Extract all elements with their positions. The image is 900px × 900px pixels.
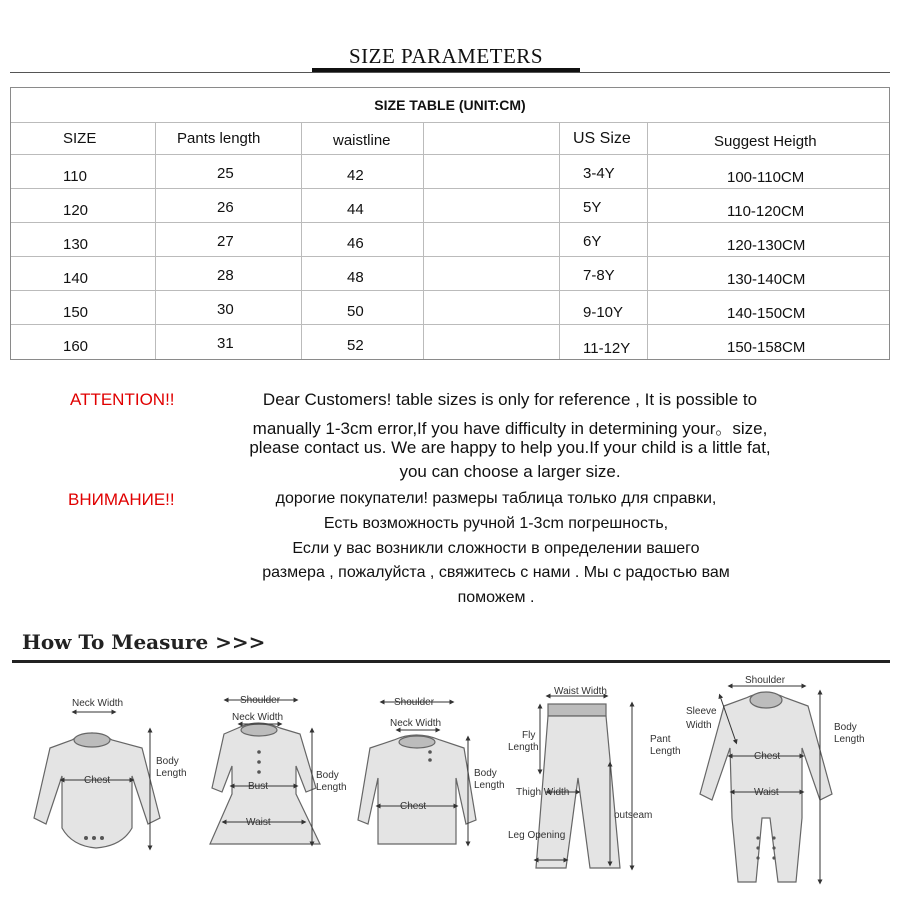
table-cell-us-size: 11-12Y — [583, 340, 631, 357]
vnimanie-line: Если у вас возникли сложности в определении вашего — [292, 540, 700, 557]
measure-diagrams — [0, 668, 900, 900]
thigh-width-label: Thigh Width — [516, 787, 570, 798]
table-cell-pants-length: 27 — [217, 233, 234, 250]
table-column-divider — [647, 122, 648, 359]
column-header-suggest-height: Suggest Heigth — [714, 133, 817, 150]
table-cell-size: 140 — [63, 270, 89, 287]
table-cell-size: 120 — [63, 202, 89, 219]
table-cell-us-size: 3-4Y — [583, 165, 615, 182]
length-label: Length — [650, 746, 681, 757]
length-label: Length — [508, 742, 539, 753]
table-cell-suggest-height: 140-150CM — [727, 305, 806, 322]
body-label: Body — [834, 722, 857, 733]
table-row-divider — [11, 222, 889, 223]
table-cell-waistline: 44 — [347, 201, 364, 218]
chest-label: Chest — [400, 801, 427, 812]
shoulder-label: Shoulder — [394, 697, 435, 708]
vnimanie-line: поможем . — [457, 589, 535, 606]
body-label: Body — [316, 770, 339, 781]
outseam-label: outseam — [614, 810, 653, 821]
column-header-size: SIZE — [63, 130, 97, 147]
waist-label: Waist — [754, 787, 779, 798]
page-title: SIZE PARAMETERS — [348, 44, 543, 68]
attention-line: Dear Customers! table sizes is only for reference , It is possible to — [262, 390, 758, 409]
table-row-divider — [11, 122, 889, 123]
table-cell-size: 160 — [63, 338, 89, 355]
bodysuit-diagram — [34, 733, 160, 848]
shoulder-label: Shoulder — [240, 695, 281, 706]
shoulder-label: Shoulder — [745, 675, 786, 686]
length-label: Length — [316, 782, 347, 793]
table-cell-us-size: 5Y — [583, 199, 602, 216]
table-cell-waistline: 42 — [347, 167, 364, 184]
body-label: Body — [156, 756, 179, 767]
pant-label: Pant — [650, 734, 671, 745]
waist-label: Waist — [246, 817, 271, 828]
waist-width-label: Waist Width — [554, 686, 607, 697]
table-column-divider — [423, 122, 424, 359]
attention-line: you can choose a larger size. — [399, 462, 621, 481]
size-table — [10, 87, 890, 360]
table-column-divider — [559, 122, 560, 359]
neck-width-label: Neck Width — [232, 712, 284, 723]
attention-line: manually 1-3cm error,If you have difficulty in determining your。size, — [252, 419, 768, 438]
header-underline-bar — [312, 68, 580, 72]
table-cell-suggest-height: 120-130CM — [727, 237, 806, 254]
table-cell-suggest-height: 130-140CM — [727, 271, 806, 288]
vnimanie-line: размера , пожалуйста , свяжитесь с нами . Мы с радостью вам — [262, 564, 730, 581]
sleeve-label: Sleeve — [686, 706, 717, 717]
neck-width-label: Neck Width — [72, 698, 124, 709]
attention-label: ATTENTION!! — [70, 390, 175, 409]
table-column-divider — [155, 122, 156, 359]
table-cell-waistline: 52 — [347, 337, 364, 354]
column-header-waistline: waistline — [333, 132, 391, 149]
table-row-divider — [11, 324, 889, 325]
table-cell-suggest-height: 110-120CM — [727, 203, 805, 220]
table-cell-us-size: 6Y — [583, 233, 602, 250]
bust-label: Bust — [248, 781, 269, 792]
vnimanie-line: Есть возможность ручной 1-3cm погрешность, — [323, 515, 669, 532]
table-cell-pants-length: 25 — [217, 165, 234, 182]
table-row-divider — [11, 154, 889, 155]
length-label: Length — [474, 780, 505, 791]
table-cell-waistline: 50 — [347, 303, 364, 320]
table-cell-waistline: 46 — [347, 235, 364, 252]
top-diagram — [358, 735, 476, 844]
table-cell-pants-length: 31 — [217, 335, 234, 352]
table-cell-us-size: 7-8Y — [583, 267, 615, 284]
chest-label: Chest — [754, 751, 781, 762]
table-column-divider — [301, 122, 302, 359]
table-cell-pants-length: 26 — [217, 199, 234, 216]
table-row-divider — [11, 188, 889, 189]
how-to-measure-title: How To Measure >>> — [22, 630, 266, 654]
width-label: Width — [686, 720, 712, 731]
table-cell-waistline: 48 — [347, 269, 364, 286]
table-cell-suggest-height: 150-158CM — [727, 339, 806, 356]
leg-opening-label: Leg Opening — [508, 830, 566, 841]
table-row-divider — [11, 256, 889, 257]
column-header-pants-length: Pants length — [177, 130, 261, 147]
table-cell-size: 130 — [63, 236, 89, 253]
table-title: SIZE TABLE (UNIT:CM) — [374, 97, 526, 113]
body-label: Body — [474, 768, 497, 779]
vnimanie-line: дорогие покупатели! размеры таблица только для справки, — [275, 490, 717, 507]
table-cell-size: 150 — [63, 304, 89, 321]
header-divider — [10, 72, 890, 73]
column-header-us-size: US Size — [573, 130, 631, 147]
neck-width-label: Neck Width — [390, 718, 442, 729]
table-cell-pants-length: 30 — [217, 301, 234, 318]
table-cell-size: 110 — [63, 168, 87, 185]
pants-diagram — [536, 704, 620, 868]
table-cell-suggest-height: 100-110CM — [727, 169, 805, 186]
vnimanie-label: ВНИМАНИЕ!! — [68, 490, 175, 509]
attention-line: please contact us. We are happy to help you.If your child is a little fat, — [249, 438, 771, 457]
table-row-divider — [11, 290, 889, 291]
how-to-measure-divider — [12, 660, 890, 663]
table-cell-pants-length: 28 — [217, 267, 234, 284]
length-label: Length — [156, 768, 187, 779]
table-cell-us-size: 9-10Y — [583, 304, 624, 321]
chest-label: Chest — [84, 775, 111, 786]
length-label: Length — [834, 734, 865, 745]
fly-label: Fly — [522, 730, 536, 741]
